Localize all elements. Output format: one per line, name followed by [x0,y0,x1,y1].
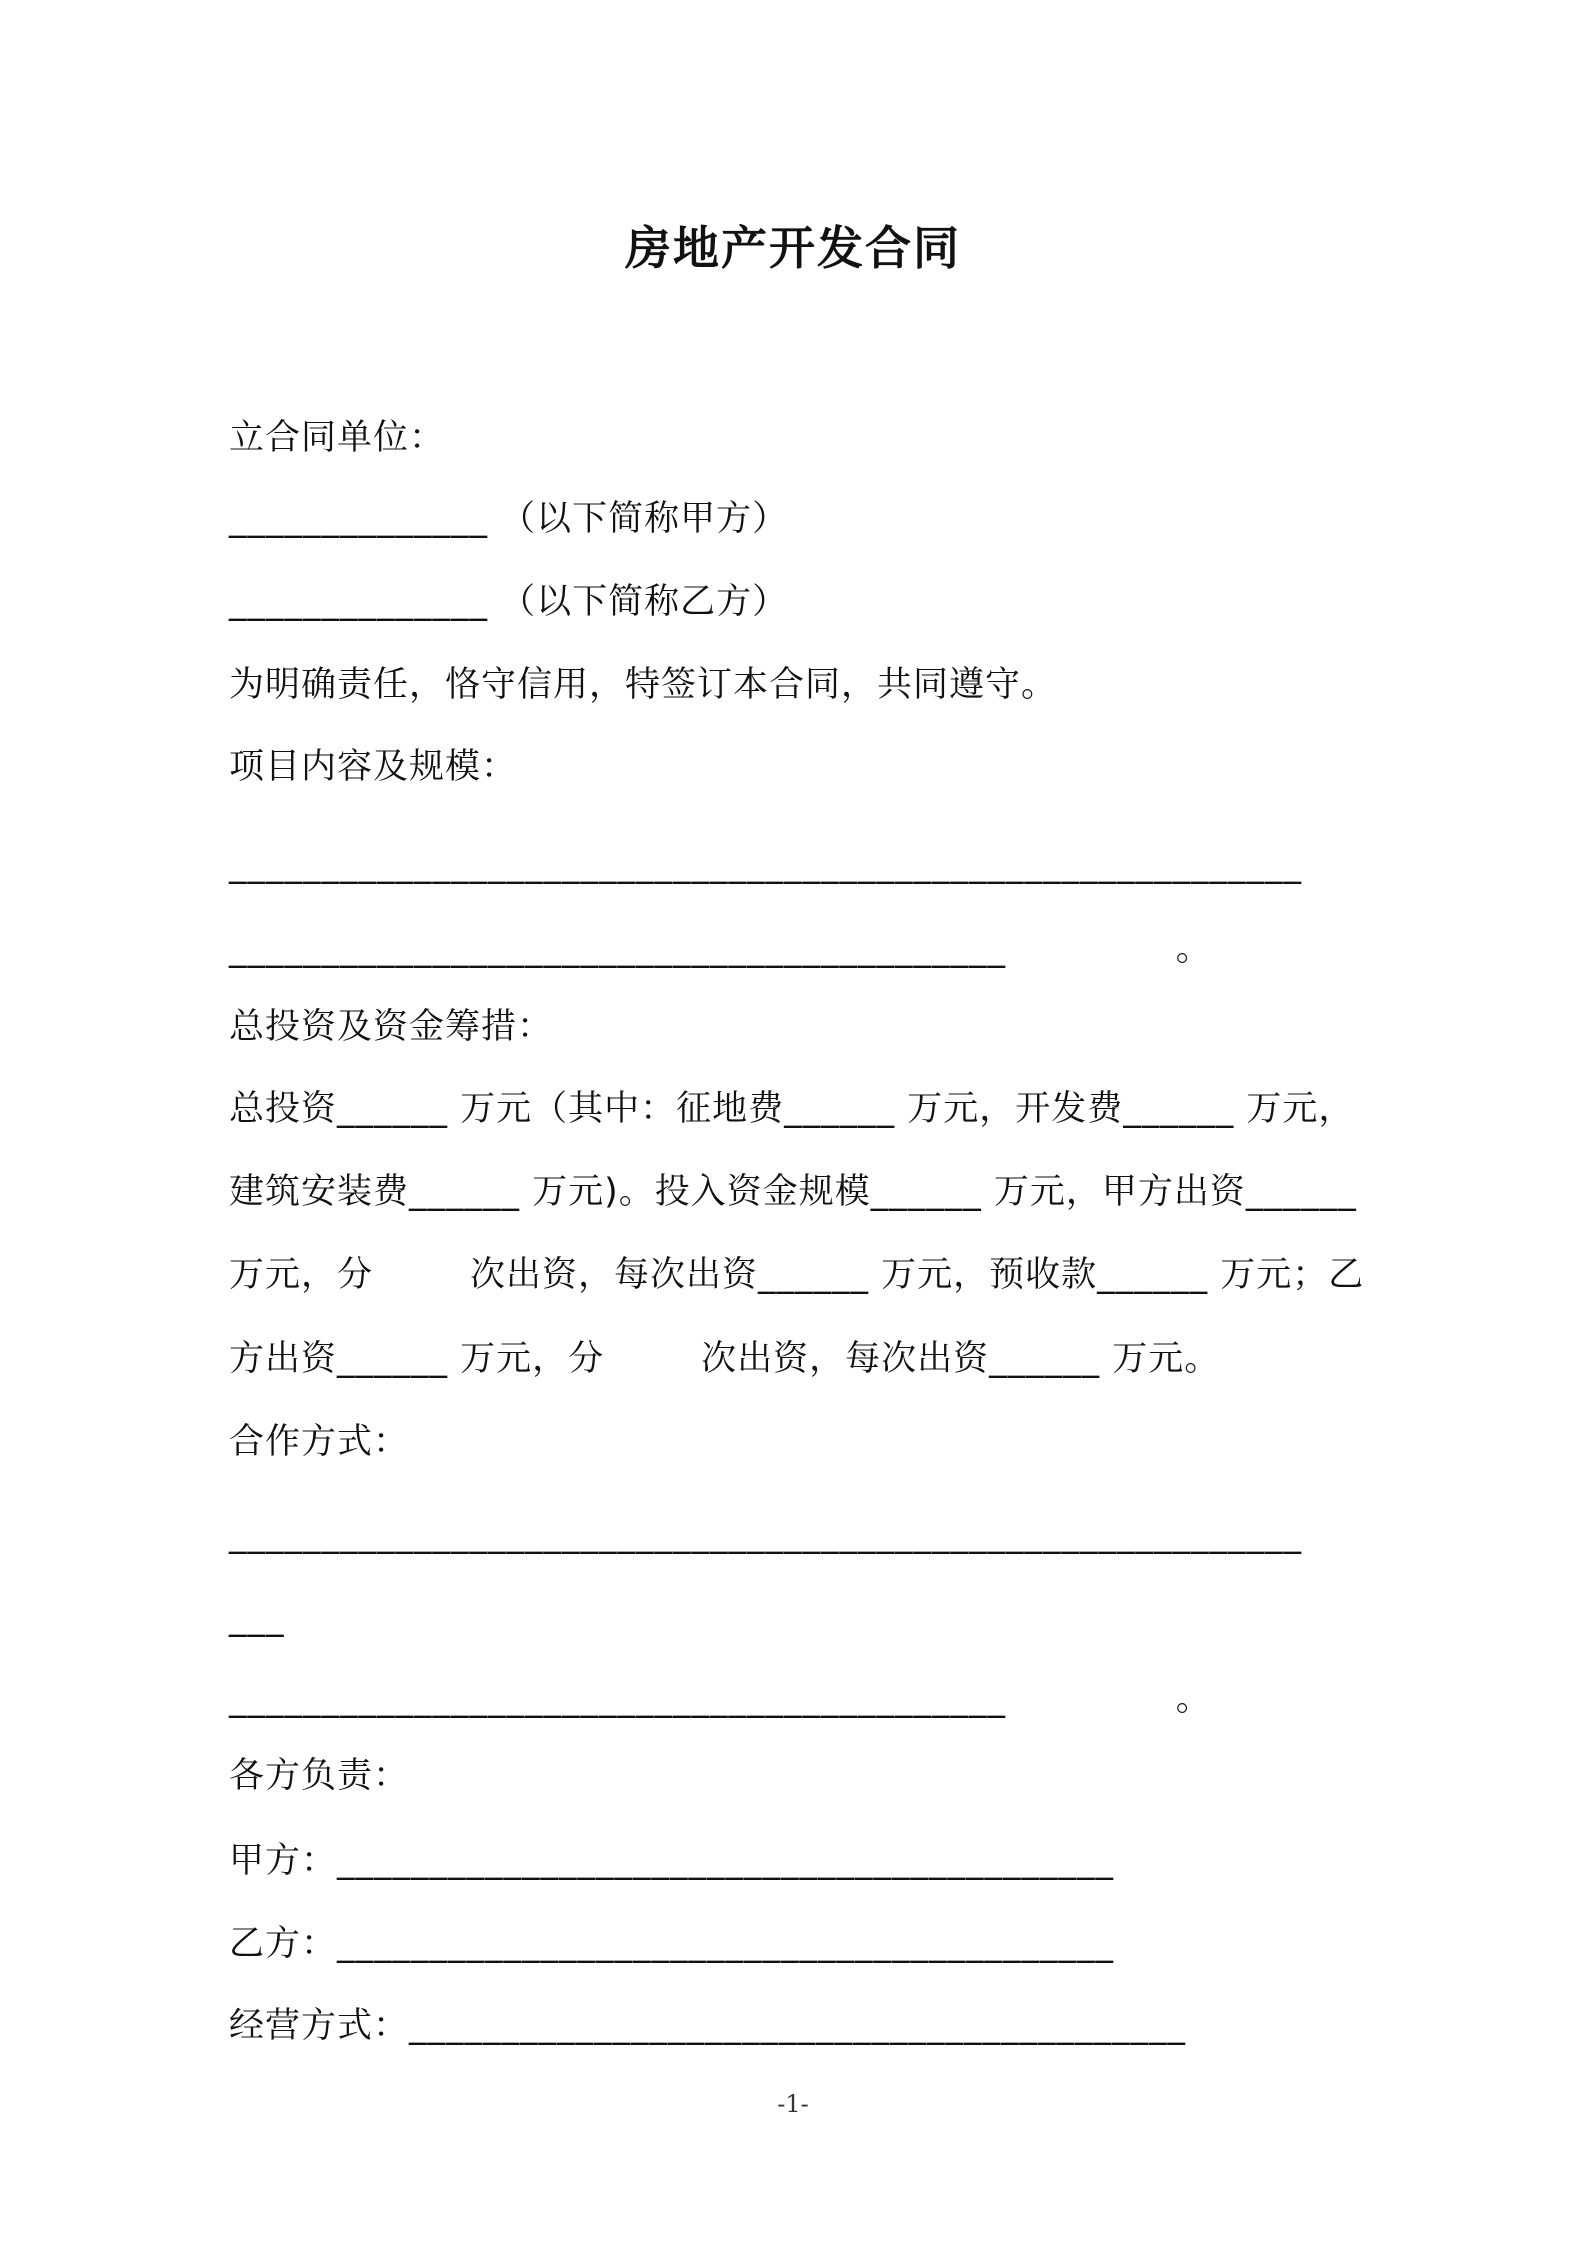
text-line-party-b-responsibility: 乙方：__________________________________________ [229,1924,1115,1964]
text-line-party-a: ______________ （以下简称甲方） [229,499,789,539]
document-title: 房地产开发合同 [625,221,961,275]
text-line-project-blank-1: __________________________________________________________ [229,845,1302,885]
text-line-cooperation-heading: 合作方式： [229,1422,410,1462]
text-line-party-a-responsibility: 甲方：__________________________________________ [229,1841,1115,1881]
text-line-preamble: 为明确责任，恪守信用，特签订本合同，共同遵守。 [229,665,1058,705]
page-number: -1- [777,2090,809,2118]
text-line-investment-heading: 总投资及资金筹措： [229,1007,554,1047]
text-line-investment-4: 方出资______ 万元，分 次出资，每次出资______ 万元。 [229,1339,1221,1379]
text-line-cooperation-blank-2: ___ [229,1598,285,1638]
text-line-party-b: ______________ （以下简称乙方） [229,582,789,622]
text-line-cooperation-blank-1: __________________________________________________________ [229,1515,1302,1555]
text-line-project-blank-2: __________________________________________ 。 [229,929,1212,969]
text-line-parties-label: 立合同单位： [229,418,446,458]
text-line-responsibility-heading: 各方负责： [229,1756,410,1796]
text-line-operation-mode: 经营方式：__________________________________________ [229,2006,1187,2046]
text-line-cooperation-blank-3: __________________________________________ 。 [229,1679,1212,1719]
text-line-investment-3: 万元，分 次出资，每次出资______ 万元，预收款______ 万元；乙 [229,1255,1365,1295]
text-line-investment-2: 建筑安装费______ 万元)。投入资金规模______ 万元，甲方出资______ [229,1172,1357,1212]
text-line-project-heading: 项目内容及规模： [229,747,518,787]
text-line-investment-1: 总投资______ 万元（其中：征地费______ 万元，开发费______ 万元， [229,1089,1355,1129]
